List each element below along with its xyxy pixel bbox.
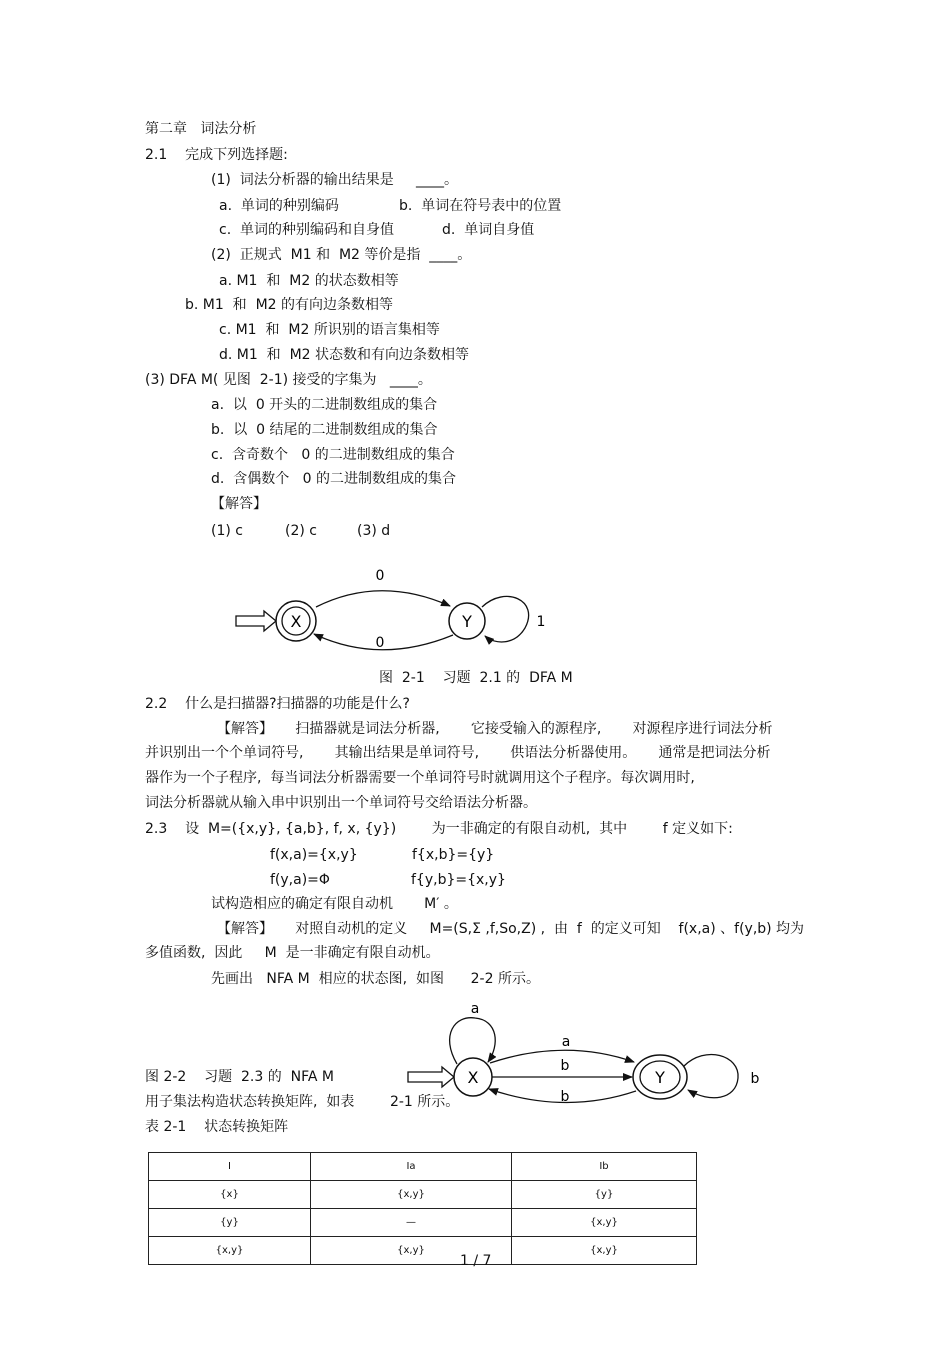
nfa-label-edge-b-top: b xyxy=(560,1058,570,1074)
q23-function-1: f(x,a)={x,y} xyxy=(270,847,358,863)
q22-answer-line-2: 并识别出一个个单词符号, 其输出结果是单词符号, 供语法分析器使用。 通常是把词法分析 xyxy=(145,745,771,761)
table-cell: — xyxy=(311,1209,512,1237)
table-header-ib: Ib xyxy=(512,1153,697,1181)
q21-part1-option-b: b. 单词在符号表中的位置 xyxy=(399,198,562,214)
q21-part1-option-a: a. 单词的种别编码 xyxy=(219,198,339,214)
start-arrow-icon xyxy=(236,611,276,631)
q23-answer-line-2: 多值函数, 因此 M 是一非确定有限自动机。 xyxy=(145,945,440,961)
q22-answer-line-3: 器作为一个子程序, 每当词法分析器需要一个单词符号时就调用这个子程序。每次调用时, xyxy=(145,770,695,786)
table-cell: {x} xyxy=(149,1181,311,1209)
q22-answer-line-1: 【解答】 扫描器就是词法分析器, 它接受输入的源程序, 对源程序进行词法分析 xyxy=(217,721,773,737)
nfa-loop-x xyxy=(450,1018,496,1064)
q21-part1-option-c: c. 单词的种别编码和自身值 xyxy=(219,222,395,238)
q23-function-2: f{x,b}={y} xyxy=(412,847,495,863)
q21-part2: (2) 正规式 M1 和 M2 等价是指 ____。 xyxy=(211,247,472,263)
q21-part1-option-d: d. 单词自身值 xyxy=(442,222,535,238)
dfa-state-x xyxy=(276,601,316,641)
page-number: 1 / 7 xyxy=(460,1253,492,1269)
dfa-state-y xyxy=(449,603,485,639)
table-header-ia: Ia xyxy=(311,1153,512,1181)
table-row xyxy=(149,1209,697,1237)
table-cell: {y} xyxy=(512,1181,697,1209)
dfa-loop-y xyxy=(482,596,529,642)
table-header-i: I xyxy=(149,1153,311,1181)
table-cell: {x,y} xyxy=(512,1237,697,1265)
q23-task: 试构造相应的确定有限自动机 M′ 。 xyxy=(211,896,458,912)
q21-part3-option-a: a. 以 0 开头的二进制数组成的集合 xyxy=(211,397,438,413)
nfa-label-loop-y: b xyxy=(750,1071,760,1087)
table-header-row xyxy=(149,1153,697,1181)
q23-answer-line-1: 【解答】 对照自动机的定义 M=(S,Σ ,f,So,Z) , 由 f 的定义可知 f(x,a) 、f(y,b) 均为 xyxy=(217,921,805,937)
dfa-label-top: 0 xyxy=(375,568,385,584)
table-cell: {y} xyxy=(149,1209,311,1237)
q21-part3-option-b: b. 以 0 结尾的二进制数组成的集合 xyxy=(211,422,438,438)
figure-2-2-caption: 图 2-2 习题 2.3 的 NFA M xyxy=(145,1069,334,1085)
state-transition-table xyxy=(148,1152,697,1265)
subset-construction-line: 用子集法构造状态转换矩阵, 如表 2-1 所示。 xyxy=(145,1094,460,1110)
q23-function-3: f(y,a)=Φ xyxy=(270,872,330,888)
nfa-state-x xyxy=(454,1058,492,1096)
q21-part2-option-d: d. M1 和 M2 状态数和有向边条数相等 xyxy=(219,347,470,363)
dfa-label-loop: 1 xyxy=(536,614,546,630)
q23-function-4: f{y,b}={x,y} xyxy=(411,872,506,888)
svg-text:X: X xyxy=(467,1068,479,1087)
dfa-label-bottom: 0 xyxy=(375,635,385,651)
table-cell: {x,y} xyxy=(512,1209,697,1237)
q21-part2-option-a: a. M1 和 M2 的状态数相等 xyxy=(219,273,399,289)
figure-2-1-caption: 图 2-1 习题 2.1 的 DFA M xyxy=(379,670,573,686)
question-2-3-heading: 2.3 设 M=({x,y}, {a,b}, f, x, {y}) 为一非确定的有限自动机, 其中 f 定义如下: xyxy=(145,821,733,837)
q21-answer-label: 【解答】 xyxy=(211,496,267,512)
dfa-edge-x-to-y xyxy=(316,591,450,607)
nfa-label-loop-x: a xyxy=(470,1001,480,1017)
q21-part3-option-c: c. 含奇数个 0 的二进制数组成的集合 xyxy=(211,447,455,463)
chapter-title: 第二章 词法分析 xyxy=(145,121,257,137)
nfa-label-edge-a: a xyxy=(561,1034,571,1050)
svg-text:Y: Y xyxy=(462,612,472,631)
nfa-state-y xyxy=(633,1055,687,1099)
svg-text:X: X xyxy=(290,612,302,631)
svg-text:Y: Y xyxy=(655,1068,665,1087)
table-row xyxy=(149,1181,697,1209)
table-cell: {x,y} xyxy=(311,1181,512,1209)
q22-answer-line-4: 词法分析器就从输入串中识别出一个单词符号交给语法分析器。 xyxy=(145,795,537,811)
nfa-label-edge-b-bottom: b xyxy=(560,1089,570,1105)
question-2-1-heading: 2.1 完成下列选择题: xyxy=(145,147,288,163)
q21-answer-1: (1) c xyxy=(211,523,243,539)
table-cell: {x,y} xyxy=(311,1237,512,1265)
table-2-1-caption: 表 2-1 状态转换矩阵 xyxy=(145,1119,289,1135)
q21-part3: (3) DFA M( 见图 2-1) 接受的字集为 ____。 xyxy=(145,372,432,388)
q21-part2-option-c: c. M1 和 M2 所识别的语言集相等 xyxy=(219,322,440,338)
question-2-2-heading: 2.2 什么是扫描器?扫描器的功能是什么? xyxy=(145,696,410,712)
table-row xyxy=(149,1237,697,1265)
start-arrow-icon xyxy=(408,1067,454,1087)
table-cell: {x,y} xyxy=(149,1237,311,1265)
q21-answer-3: (3) d xyxy=(357,523,391,539)
q21-part3-option-d: d. 含偶数个 0 的二进制数组成的集合 xyxy=(211,471,456,487)
q23-answer-line-3: 先画出 NFA M 相应的状态图, 如图 2-2 所示。 xyxy=(211,971,540,987)
q21-answer-2: (2) c xyxy=(285,523,317,539)
nfa-loop-y xyxy=(684,1055,738,1098)
q21-part2-option-b: b. M1 和 M2 的有向边条数相等 xyxy=(185,297,394,313)
q21-part1: (1) 词法分析器的输出结果是 ____。 xyxy=(211,172,458,188)
